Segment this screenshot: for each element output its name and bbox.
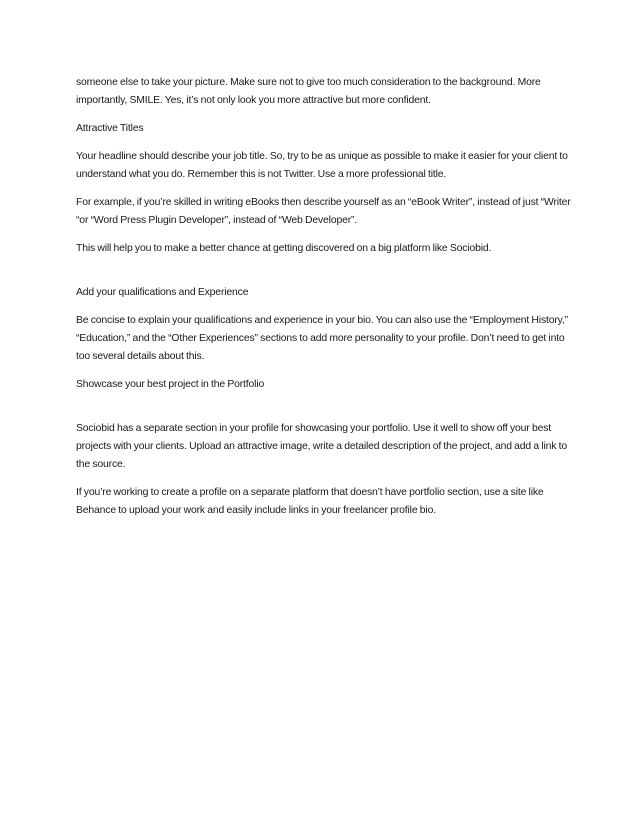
section-heading-portfolio: Showcase your best project in the Portfolio — [76, 379, 265, 390]
body-paragraph-behance: If you’re working to create a profile on a separate platform that doesn’t have portfolio section, use a site like Behance to upload your work and easily include links in your freelancer profile bio. — [76, 487, 544, 516]
body-paragraph-discovery: This will help you to make a better chance at getting discovered on a big platform like Sociobid. — [76, 243, 492, 254]
body-paragraph-portfolio: Sociobid has a separate section in your profile for showcasing your portfolio. Use it well to show off your best projects with your clients. Upload an attractive image, write a detailed description of the project, and add a link to the source. — [76, 423, 568, 470]
body-paragraph-qualifications: Be concise to explain your qualifications and experience in your bio. You can also use the “Employment History,” “Education,” and the “Other Experiences” sections to add more personality to your profile. Don’t need to get into too several details about this. — [76, 315, 568, 362]
body-paragraph-headline: Your headline should describe your job title. So, try to be as unique as possible to make it easier for your client to understand what you do. Remember this is not Twitter. Use a more professional title. — [76, 151, 568, 180]
body-paragraph-intro: someone else to take your picture. Make sure not to give too much consideration to the background. More importantly, SMILE. Yes, it’s not only look you more attractive but more confident. — [76, 77, 541, 106]
document-page — [76, 74, 574, 520]
section-heading-attractive-titles: Attractive Titles — [76, 123, 144, 134]
body-paragraph-example: For example, if you’re skilled in writing eBooks then describe yourself as an “eBook Writer”, instead of just “Writer “or “Word Press Plugin Developer”, instead of “Web Developer”. — [76, 197, 571, 226]
section-heading-qualifications: Add your qualifications and Experience — [76, 287, 249, 298]
